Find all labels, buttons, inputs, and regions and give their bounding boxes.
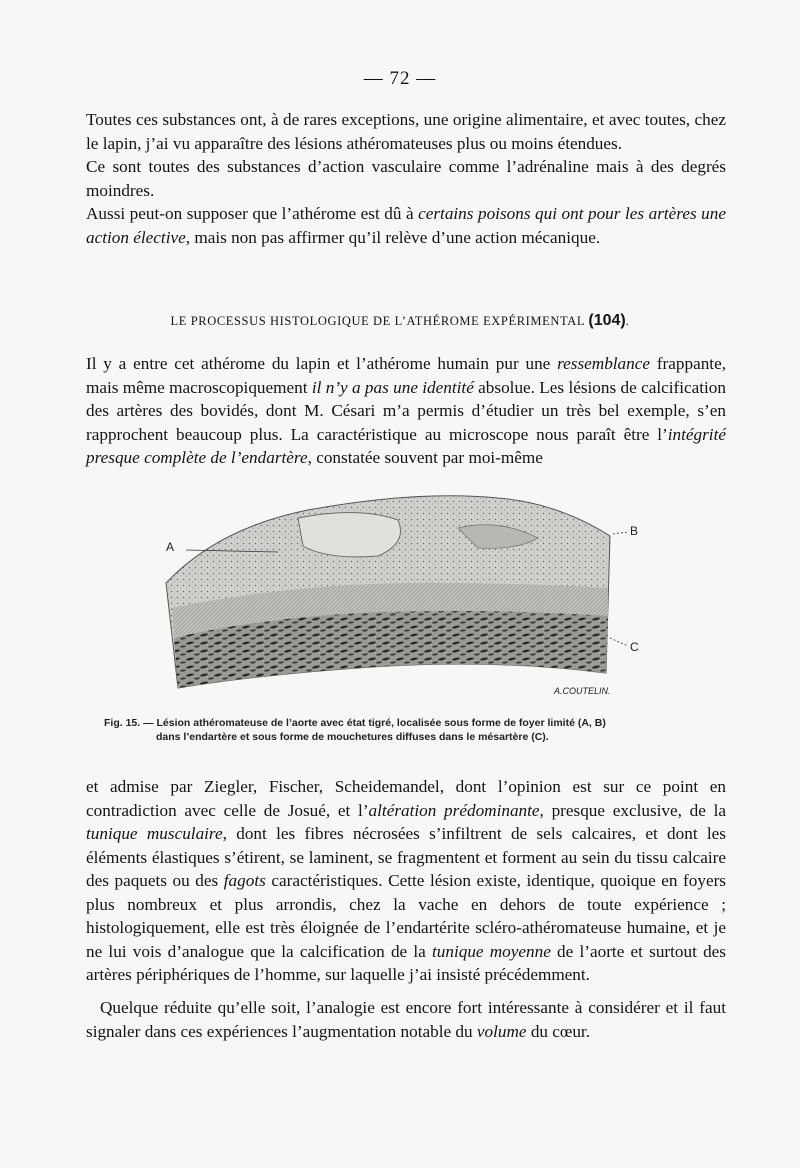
illustrator-signature: A.COUTELIN.: [554, 686, 611, 696]
text-block-middle: [86, 352, 726, 470]
paragraph-5-italic-d: tunique moyenne: [432, 941, 551, 961]
section-heading: [0, 312, 800, 330]
section-heading-end: .: [625, 314, 630, 328]
figure-caption: [104, 716, 704, 744]
paragraph-3-text-b: , mais non pas affirmer qu’il relève d’une action mécanique.: [185, 227, 601, 247]
paragraph-6-italic: volume: [476, 1021, 527, 1041]
text-block-bottom: [86, 775, 726, 987]
paragraph-6-text-b: du cœur.: [526, 1021, 591, 1041]
paragraph-5: [86, 775, 726, 987]
paragraph-4-text-c: absolue. Les lésions de calcification des artères des bovidés, dont M. Césari m’a permis d’étudier un très bel exemple, s’en rapprochent beaucoup plus. La caractéristique au microscope nous paraît être l’: [86, 377, 726, 444]
paragraph-3-text-a: Aussi peut-on supposer que l’athérome est dû à: [86, 204, 419, 223]
text-block-top: [86, 108, 726, 249]
paragraph-4-text-b: frappante, mais même macroscopiquement: [86, 354, 726, 397]
aorta-section-illustration: [158, 488, 648, 708]
figure-label-a: A: [166, 540, 175, 554]
paragraph-5-text-b: , presque exclusive, de la: [539, 800, 727, 820]
paragraph-3: [86, 202, 726, 249]
paragraph-4-text-a: Il y a entre cet athérome du lapin et l’athérome humain pur une: [86, 354, 558, 373]
figure-label-b: B: [630, 524, 639, 538]
paragraph-5-text-a: et admise par Ziegler, Fischer, Scheidemandel, dont l’opinion est sur ce point en contradiction avec celle de Josué, et l’: [86, 777, 726, 820]
paragraph-5-text-e: de l’aorte et surtout des artères périphériques de l’homme, sur laquelle j’ai insisté précédemment.: [86, 941, 726, 984]
text-block-final: [86, 996, 726, 1043]
paragraph-1: Toutes ces substances ont, à de rares exceptions, une origine alimentaire, et avec toutes, chez le lapin, j’ai vu apparaître des lésions athéromateuses plus ou moins étendues.: [86, 110, 726, 153]
paragraph-4: [86, 352, 726, 470]
paragraph-6: [86, 996, 726, 1043]
paragraph-6-text-a: Quelque réduite qu’elle soit, l’analogie est encore fort intéressante à considérer et il faut signaler dans ces expériences l’augmentation notable du: [86, 998, 726, 1041]
paragraph-5-italic-c: fagots: [223, 871, 266, 890]
paragraph-5-text-d: caractéristiques. Cette lésion existe, identique, quoique en foyers plus nombreux et plus arrondis, chez la vache en dehors de toute expérience ; histologiquement, elle est très éloignée de l’endartérite scléro-athéromateuse humaine, et je ne lui vois d’analogue que la calcification de la: [86, 871, 726, 961]
section-heading-text: LE PROCESSUS HISTOLOGIQUE DE L’ATHÉROME EXPÉRIMENTAL: [170, 314, 585, 328]
paragraph-5-text-c: , dont les fibres nécrosées s’infiltrent de sels calcaires, et dont les éléments élastiques s’étirent, se laminent, se fragmentent et forment au sein du tissu calcaire des paquets ou des: [86, 824, 726, 890]
paragraph-4-italic-c: intégrité presque complète de l’endartère: [86, 424, 726, 467]
section-heading-reference: (104): [588, 312, 626, 329]
paragraph-5-italic-a: altération prédominante: [368, 800, 540, 820]
figure-label-c: C: [630, 640, 639, 654]
paragraph-4-italic-b: il n’y a pas une identité: [311, 377, 474, 397]
paragraph-4-italic-a: ressemblance: [557, 354, 651, 373]
paragraph-5-italic-b: tunique musculaire: [86, 824, 223, 843]
page-number: — 72 —: [363, 68, 437, 89]
paragraph-4-text-d: , constatée souvent par moi-même: [307, 448, 543, 467]
paragraph-2: Ce sont toutes des substances d’action vasculaire comme l’adrénaline mais à des degrés moindres.: [86, 157, 726, 200]
paragraph-3-italic: certains poisons qui ont pour les artères une action élective: [86, 204, 726, 247]
figure-caption-line-1: Fig. 15. — Lésion athéromateuse de l’aorte avec état tigré, localisée sous forme de foyer limité (A, B): [104, 717, 606, 729]
figure-caption-line-2: dans l’endartère et sous forme de mouchetures diffuses dans le mésartère (C).: [156, 731, 549, 743]
histology-figure: [158, 488, 648, 708]
